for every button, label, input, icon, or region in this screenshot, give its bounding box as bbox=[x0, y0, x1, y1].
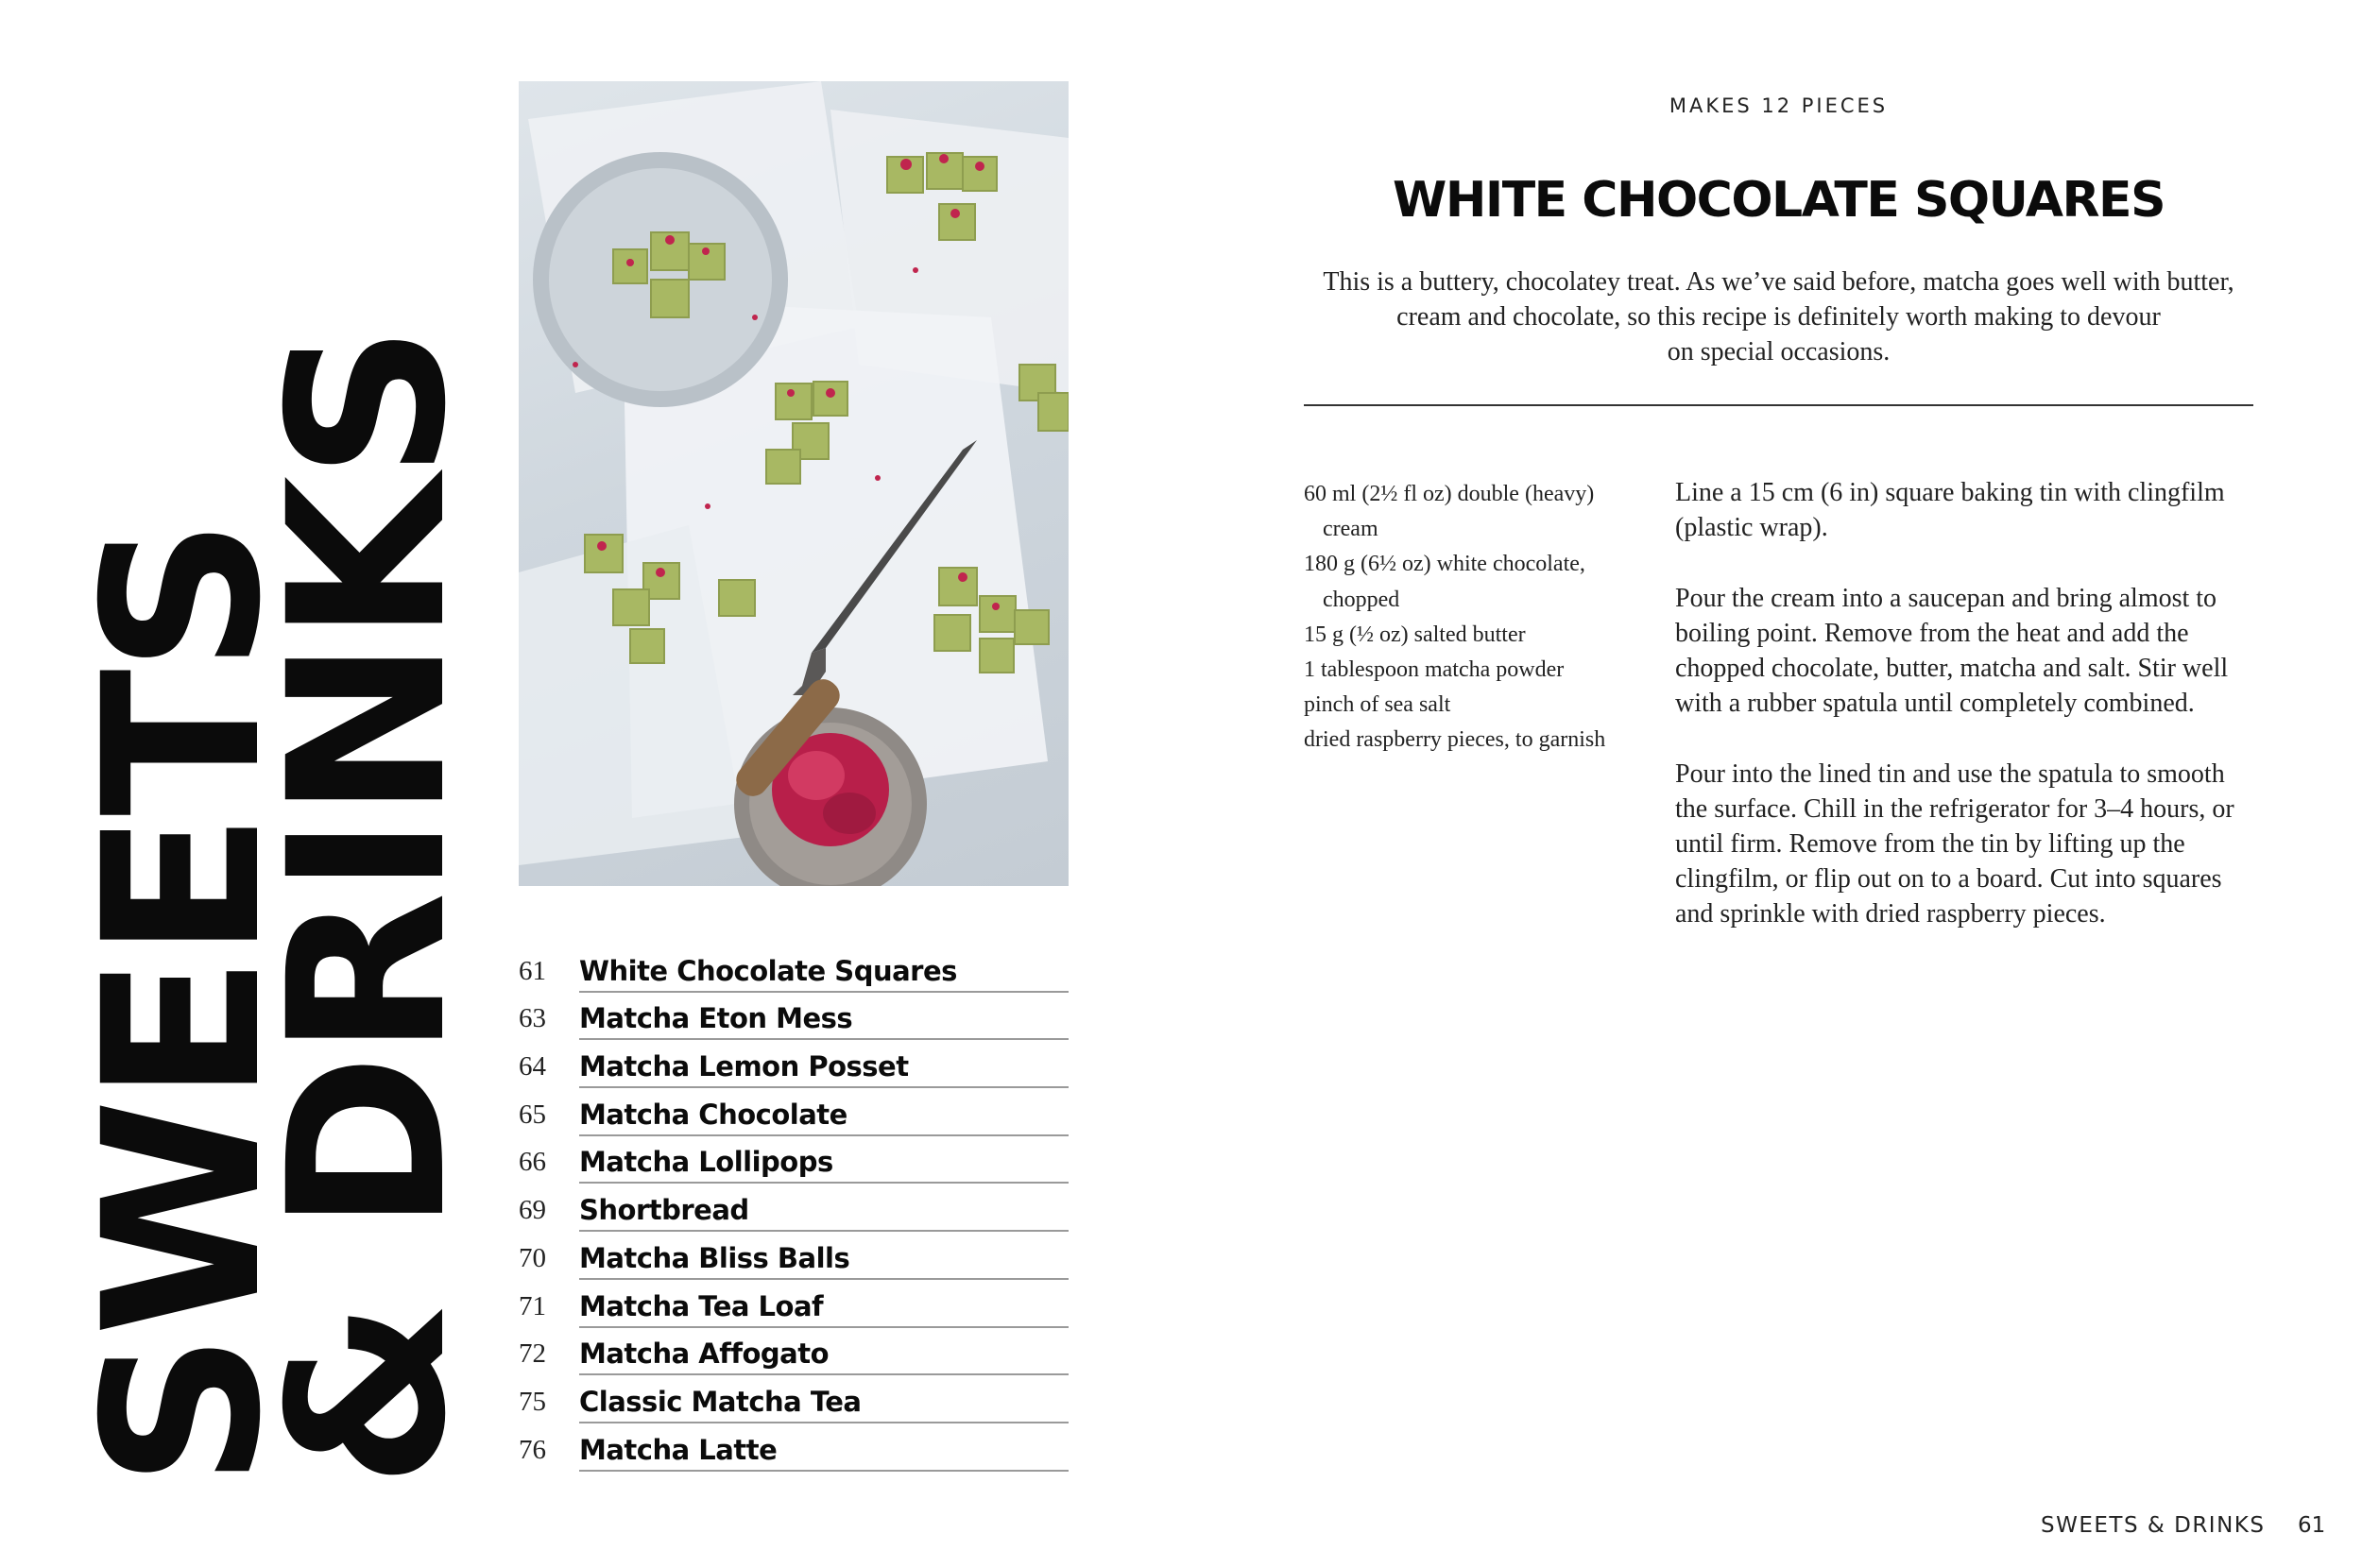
toc-recipe-title: Matcha Bliss Balls bbox=[579, 1242, 1069, 1280]
toc-page-number: 65 bbox=[519, 1099, 546, 1130]
toc-recipe-title: Matcha Tea Loaf bbox=[579, 1290, 1069, 1328]
method-step: Pour into the lined tin and use the spatula to smooth the surface. Chill in the refrigerator for 3–4 hours, or until firm. Remove from the tin by lifting up the clingfilm, or flip out on to a board. Cut into squares and sprinkle with dried raspberry pieces. bbox=[1675, 758, 2234, 929]
toc-recipe-title: White Chocolate Squares bbox=[579, 955, 1069, 993]
toc-entry[interactable] bbox=[519, 1328, 1069, 1376]
toc-page-number: 64 bbox=[519, 1051, 546, 1082]
toc-page-number: 61 bbox=[519, 955, 546, 986]
ingredient-item: 60 ml (2½ fl oz) double (heavy) cream bbox=[1304, 482, 1595, 542]
toc-recipe-title: Matcha Lollipops bbox=[579, 1146, 1069, 1184]
toc-page-number: 71 bbox=[519, 1290, 546, 1321]
recipe-intro bbox=[1304, 264, 2253, 369]
toc-page-number: 70 bbox=[519, 1242, 546, 1273]
ingredients-list bbox=[1304, 477, 1625, 758]
ingredient-item: 180 g (6½ oz) white chocolate, chopped bbox=[1304, 552, 1585, 612]
toc-entry[interactable] bbox=[519, 1136, 1069, 1185]
toc-recipe-title: Matcha Eton Mess bbox=[579, 1002, 1069, 1040]
toc-page-number: 75 bbox=[519, 1386, 546, 1417]
photo-illustration bbox=[519, 81, 1069, 886]
ingredient-item: pinch of sea salt bbox=[1304, 692, 1451, 718]
ingredient-item: 1 tablespoon matcha powder bbox=[1304, 657, 1565, 683]
toc-page-number: 76 bbox=[519, 1434, 546, 1465]
toc-entry[interactable] bbox=[519, 1184, 1069, 1232]
toc-recipe-title: Matcha Chocolate bbox=[579, 1099, 1069, 1136]
method-step: Pour the cream into a saucepan and bring almost to boiling point. Remove from the heat and add the chopped chocolate, butter, matcha and salt. Stir well with a rubber spatula until completely combined. bbox=[1675, 583, 2229, 719]
toc-page-number: 63 bbox=[519, 1003, 546, 1034]
recipe-title: WHITE CHOCOLATE SQUARES bbox=[1392, 172, 2165, 229]
toc-entry[interactable] bbox=[519, 1375, 1069, 1423]
toc-recipe-title: Matcha Affogato bbox=[579, 1338, 1069, 1375]
toc-recipe-title: Matcha Latte bbox=[579, 1434, 1069, 1472]
toc-entry[interactable] bbox=[519, 993, 1069, 1041]
ingredient-item: 15 g (½ oz) salted butter bbox=[1304, 622, 1526, 647]
section-title-vertical bbox=[57, 328, 494, 1488]
intro-line: on special occasions. bbox=[1667, 337, 1891, 366]
toc-page-number: 66 bbox=[519, 1147, 546, 1178]
toc-entry[interactable] bbox=[519, 1088, 1069, 1136]
toc-entry[interactable] bbox=[519, 1280, 1069, 1328]
toc-entry[interactable] bbox=[519, 945, 1069, 993]
toc-entry[interactable] bbox=[519, 1040, 1069, 1088]
page-number: 61 bbox=[2298, 1513, 2326, 1538]
toc-page-number: 69 bbox=[519, 1195, 546, 1226]
toc-page-number: 72 bbox=[519, 1338, 546, 1370]
method-steps bbox=[1675, 475, 2253, 967]
intro-line: This is a buttery, chocolatey treat. As we’ve said before, matcha goes well with butter, bbox=[1323, 267, 2234, 297]
intro-line: cream and chocolate, so this recipe is definitely worth making to devour bbox=[1396, 302, 2161, 332]
section-title-line1: SWEETS bbox=[57, 521, 308, 1488]
toc-recipe-title: Classic Matcha Tea bbox=[579, 1386, 1069, 1423]
toc-recipe-title: Shortbread bbox=[579, 1194, 1069, 1232]
running-footer-section: SWEETS & DRINKS bbox=[2041, 1513, 2266, 1538]
section-title-line2: & DRINKS bbox=[242, 328, 494, 1488]
recipe-yield: MAKES 12 PIECES bbox=[1669, 94, 1889, 117]
recipe-photo bbox=[519, 81, 1069, 886]
method-step: Line a 15 cm (6 in) square baking tin with clingfilm (plastic wrap). bbox=[1675, 478, 2225, 543]
ingredient-item: dried raspberry pieces, to garnish bbox=[1304, 727, 1606, 753]
toc-entry[interactable] bbox=[519, 1423, 1069, 1472]
table-of-contents bbox=[519, 945, 1069, 1472]
toc-recipe-title: Matcha Lemon Posset bbox=[579, 1050, 1069, 1088]
divider-rule bbox=[1304, 404, 2253, 406]
toc-entry[interactable] bbox=[519, 1232, 1069, 1280]
